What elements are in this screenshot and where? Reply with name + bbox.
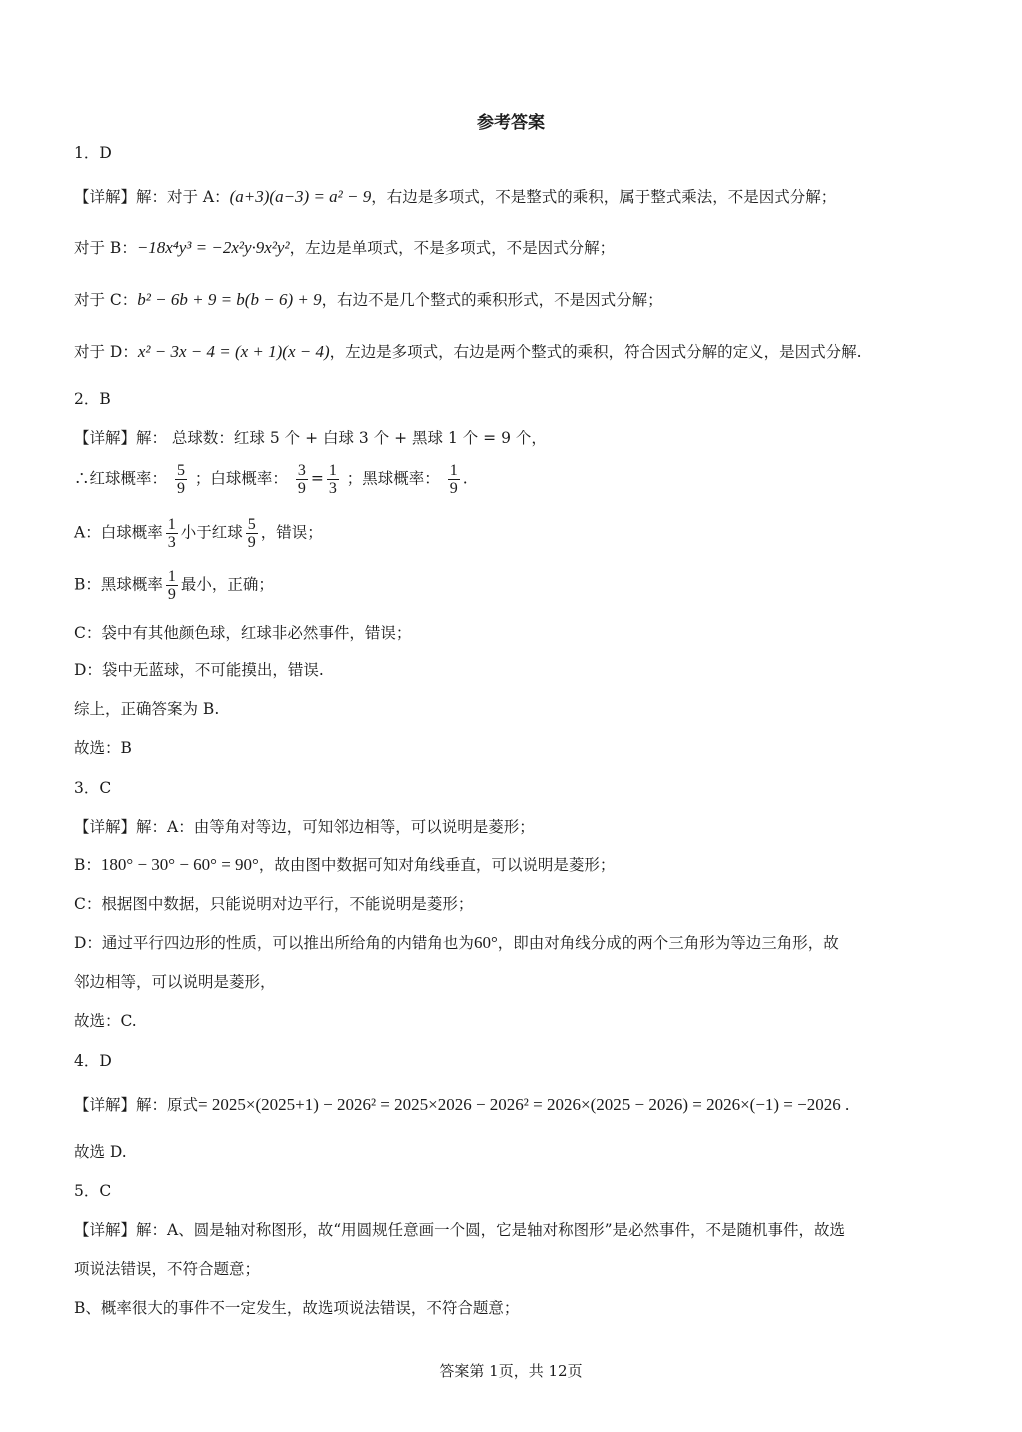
- q1-line-b: 对于 B：−18x⁴y³ = −2x²y·9x²y²，左边是单项式，不是多项式，不是因式分解；: [74, 238, 616, 257]
- page-footer: 答案第 1页，共 12页: [439, 1362, 583, 1380]
- q1-line-c: 对于 C：b² − 6b + 9 = b(b − 6) + 9，右边不是几个整式的乘积形式，不是因式分解；: [74, 290, 663, 309]
- fraction-white-simplified: $\frac{1}{3}$: [328, 462, 337, 497]
- q3-line-a: 【详解】解：A：由等角对等边，可知邻边相等，可以说明是菱形；: [74, 818, 535, 836]
- q2-answer: 2．B: [74, 390, 111, 408]
- q1-formula-a: (a+3)(a−3) = a² − 9: [229, 187, 372, 206]
- page-title: 参考答案: [477, 113, 545, 133]
- q5-answer: 5．C: [74, 1182, 112, 1200]
- q2-option-b: B：黑球概率 $\frac{1}{9}$ 最小，正确；: [74, 568, 274, 603]
- q1-formula-c: b² − 6b + 9 = b(b − 6) + 9: [137, 290, 322, 309]
- fraction-white: $\frac{3}{9}$: [297, 462, 306, 497]
- q1-formula-b: −18x⁴y³ = −2x²y·9x²y²: [136, 238, 290, 257]
- q2-total: 【详解】解： 总球数：红球 5 个 + 白球 3 个 + 黑球 1 个 = 9 个，: [74, 429, 547, 447]
- q4-answer: 4．D: [74, 1052, 112, 1070]
- q5-line-b: B、概率很大的事件不一定发生，故选项说法错误，不符合题意；: [74, 1299, 520, 1317]
- q2-option-d: D：袋中无蓝球，不可能摸出，错误.: [74, 661, 324, 679]
- q2-probabilities: ∴红球概率： $\frac{5}{9}$ ；白球概率： $\frac{3}{9}$ = $\frac{1}{3}$ ；黑球概率： $\frac{1}{9}$ .: [74, 462, 468, 497]
- q1-line-d: 对于 D：x² − 3x − 4 = (x + 1)(x − 4)，左边是多项式，右边是两个整式的乘积，符合因式分解的定义，是因式分解.: [74, 342, 862, 361]
- q5-line-a: 【详解】解：A、圆是轴对称图形，故“用圆规任意画一个圆，它是轴对称图形”是必然事件，不是随机事件，故选: [74, 1221, 846, 1239]
- q3-line-b: B：180° − 30° − 60° = 90°，故由图中数据可知对角线垂直，可以说明是菱形；: [74, 855, 616, 874]
- q3-line-d-cont: 邻边相等，可以说明是菱形，: [74, 973, 276, 991]
- fraction-black: $\frac{1}{9}$: [449, 462, 458, 497]
- q2-option-c: C：袋中有其他颜色球，红球非必然事件，错误；: [74, 624, 412, 642]
- q1-line-a: 【详解】解：对于 A：(a+3)(a−3) = a² − 9，右边是多项式，不是整式的乘积，属于整式乘法，不是因式分解；: [74, 187, 837, 206]
- q1-answer: 1．D: [74, 144, 112, 162]
- q3-line-c: C：根据图中数据，只能说明对边平行，不能说明是菱形；: [74, 895, 474, 913]
- fraction-red: $\frac{5}{9}$: [176, 462, 185, 497]
- q2-summary: 综上，正确答案为 B.: [74, 700, 220, 718]
- q3-formula-b: 180° − 30° − 60° = 90°: [100, 855, 259, 874]
- q1-formula-d: x² − 3x − 4 = (x + 1)(x − 4): [137, 342, 330, 361]
- q3-selection: 故选：C.: [74, 1012, 137, 1030]
- q3-answer: 3．C: [74, 779, 112, 797]
- q5-line-a-cont: 项说法错误，不符合题意；: [74, 1260, 261, 1278]
- q2-selection: 故选：B: [74, 739, 132, 757]
- q2-option-a: A：白球概率 $\frac{1}{3}$ 小于红球 $\frac{5}{9}$ ，错误；: [74, 516, 323, 551]
- q4-formula: = 2025×(2025+1) − 2026² = 2025×2026 − 2026² = 2026×(2025 − 2026) = 2026×(−1) = −2026 .: [198, 1095, 850, 1114]
- q4-solution: 【详解】解：原式= 2025×(2025+1) − 2026² = 2025×2026 − 2026² = 2026×(2025 − 2026) = 2026×(−1) = −2026 .: [74, 1095, 850, 1114]
- q4-selection: 故选 D.: [74, 1143, 127, 1161]
- q3-line-d: D：通过平行四边形的性质，可以推出所给角的内错角也为60°，即由对角线分成的两个三角形为等边三角形，故: [74, 933, 839, 952]
